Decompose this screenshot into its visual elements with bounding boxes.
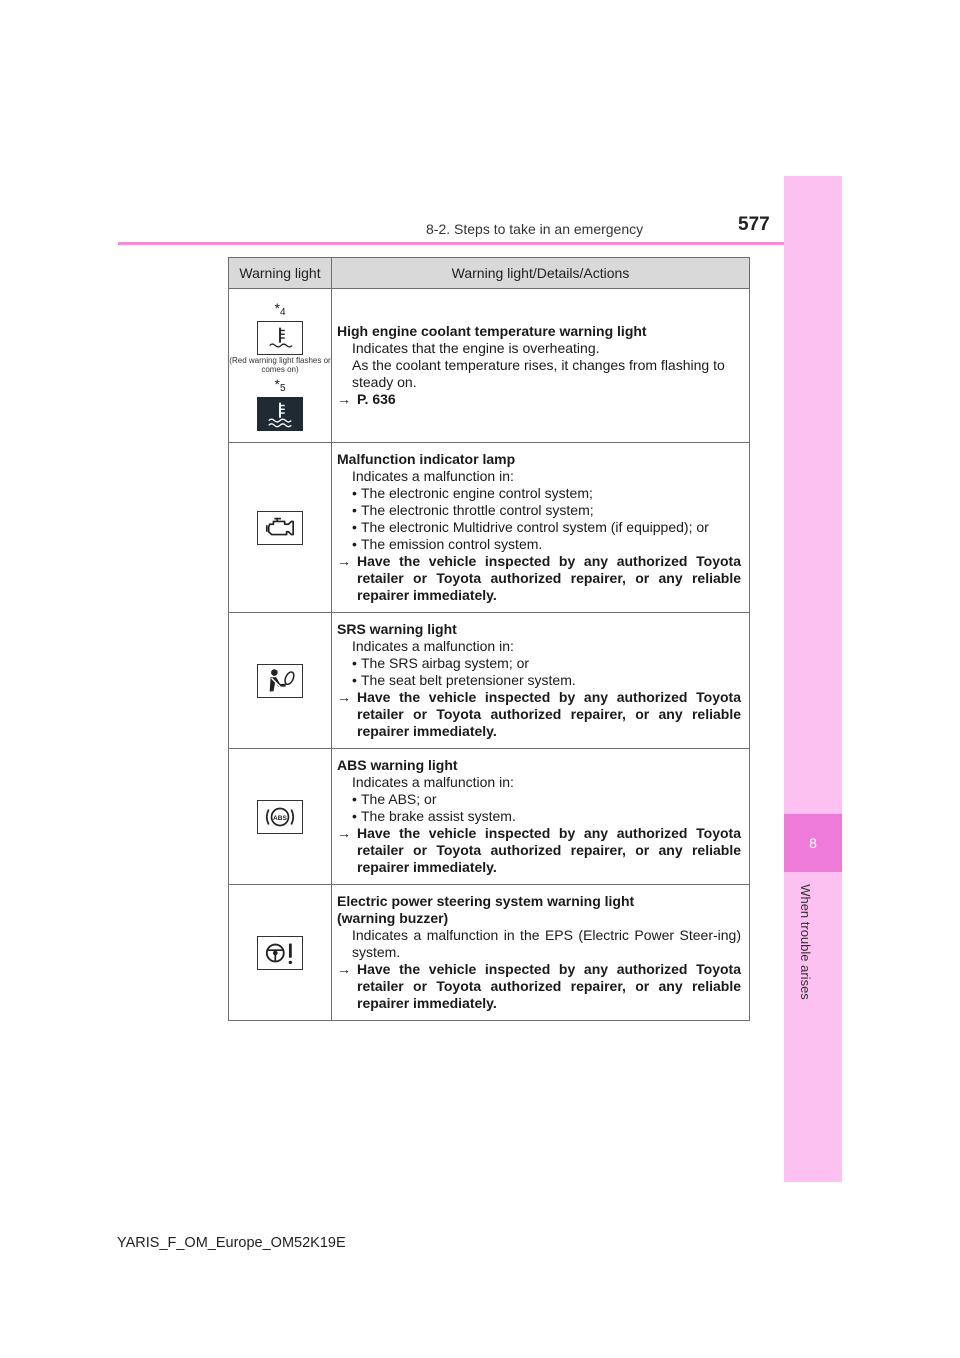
power-steering-warning-icon: [257, 936, 303, 970]
coolant-temperature-filled-icon: [257, 397, 303, 431]
row-title: ABS warning light: [337, 757, 458, 773]
list-item: • The emission control system.: [337, 536, 741, 553]
details-cell: [332, 289, 750, 443]
details-cell: [332, 613, 750, 749]
table-row-abs: [229, 749, 750, 885]
header-rule: [118, 242, 842, 245]
coolant-temperature-outline-icon: [257, 321, 303, 355]
list-item: • The ABS; or: [337, 791, 741, 808]
list-item: • The electronic throttle control system;: [337, 502, 741, 519]
warning-light-table: [228, 257, 750, 1021]
arrow-icon: →: [337, 689, 351, 705]
document-code: YARIS_F_OM_Europe_OM52K19E: [117, 1235, 346, 1251]
srs-airbag-icon: [257, 664, 303, 698]
row-description: Indicates a malfunction in the EPS (Electric Power Steer-ing) system.: [352, 927, 741, 960]
details-cell: [332, 749, 750, 885]
column-header-details: Warning light/Details/Actions: [332, 258, 750, 289]
list-item: • The electronic engine control system;: [337, 485, 741, 502]
side-tab: [784, 176, 842, 1182]
arrow-icon: →: [337, 961, 351, 977]
icon-cell: [229, 289, 332, 443]
icon-cell: [229, 613, 332, 749]
row-action: → P. 636: [337, 391, 396, 407]
page-number: 577: [738, 214, 770, 235]
row-description: Indicates that the engine is overheating.: [352, 340, 600, 356]
row-action: → Have the vehicle inspected by any authorized Toyota retailer or Toyota authorized repairer, or any reliable repairer immediately.: [337, 961, 741, 1011]
details-cell: [332, 885, 750, 1021]
row-action: → Have the vehicle inspected by any authorized Toyota retailer or Toyota authorized repairer, or any reliable repairer immediately.: [337, 689, 741, 739]
table-row-srs: [229, 613, 750, 749]
row-title: Malfunction indicator lamp: [337, 451, 516, 467]
check-engine-icon: [257, 511, 303, 545]
list-item: • The seat belt pretensioner system.: [337, 672, 741, 689]
list-item: • The SRS airbag system; or: [337, 655, 741, 672]
details-cell: [332, 443, 750, 613]
chapter-title: When trouble arises: [798, 884, 813, 1000]
row-title: High engine coolant temperature warning light: [337, 323, 647, 339]
row-action: → Have the vehicle inspected by any authorized Toyota retailer or Toyota authorized repairer, or any reliable repairer immediately.: [337, 825, 741, 875]
row-title-sub: (warning buzzer): [337, 910, 449, 926]
row-action: → Have the vehicle inspected by any authorized Toyota retailer or Toyota authorized repairer, or any reliable repairer immediately.: [337, 553, 741, 603]
arrow-icon: →: [337, 553, 351, 569]
table-row-power-steering: [229, 885, 750, 1021]
footnote-ref: $*_4$: [274, 300, 286, 318]
row-description: As the coolant temperature rises, it changes from flashing to steady on.: [352, 357, 725, 390]
row-title: SRS warning light: [337, 621, 457, 637]
abs-icon: [257, 800, 303, 834]
chapter-number: 8: [784, 814, 842, 872]
icon-cell: [229, 443, 332, 613]
table-row-coolant: [229, 289, 750, 443]
list-item: • The brake assist system.: [337, 808, 741, 825]
arrow-icon: →: [337, 391, 351, 407]
table-header-row: [229, 258, 750, 289]
arrow-icon: →: [337, 825, 351, 841]
row-title: Electric power steering system warning light: [337, 893, 635, 909]
column-header-warning-light: Warning light: [229, 258, 332, 289]
abs-icon-label: ABS: [273, 814, 287, 822]
section-title: 8-2. Steps to take in an emergency: [426, 221, 644, 237]
table-row-malfunction-indicator: [229, 443, 750, 613]
list-item: • The electronic Multidrive control system (if equipped); or: [337, 519, 741, 536]
row-description: Indicates a malfunction in:: [352, 468, 514, 484]
icon-cell: [229, 749, 332, 885]
icon-caption: (Red warning light flashes or comes on): [229, 356, 331, 374]
row-description: Indicates a malfunction in:: [352, 774, 514, 790]
footnote-ref: $*_5$: [274, 376, 286, 394]
row-description: Indicates a malfunction in:: [352, 638, 514, 654]
icon-cell: [229, 885, 332, 1021]
